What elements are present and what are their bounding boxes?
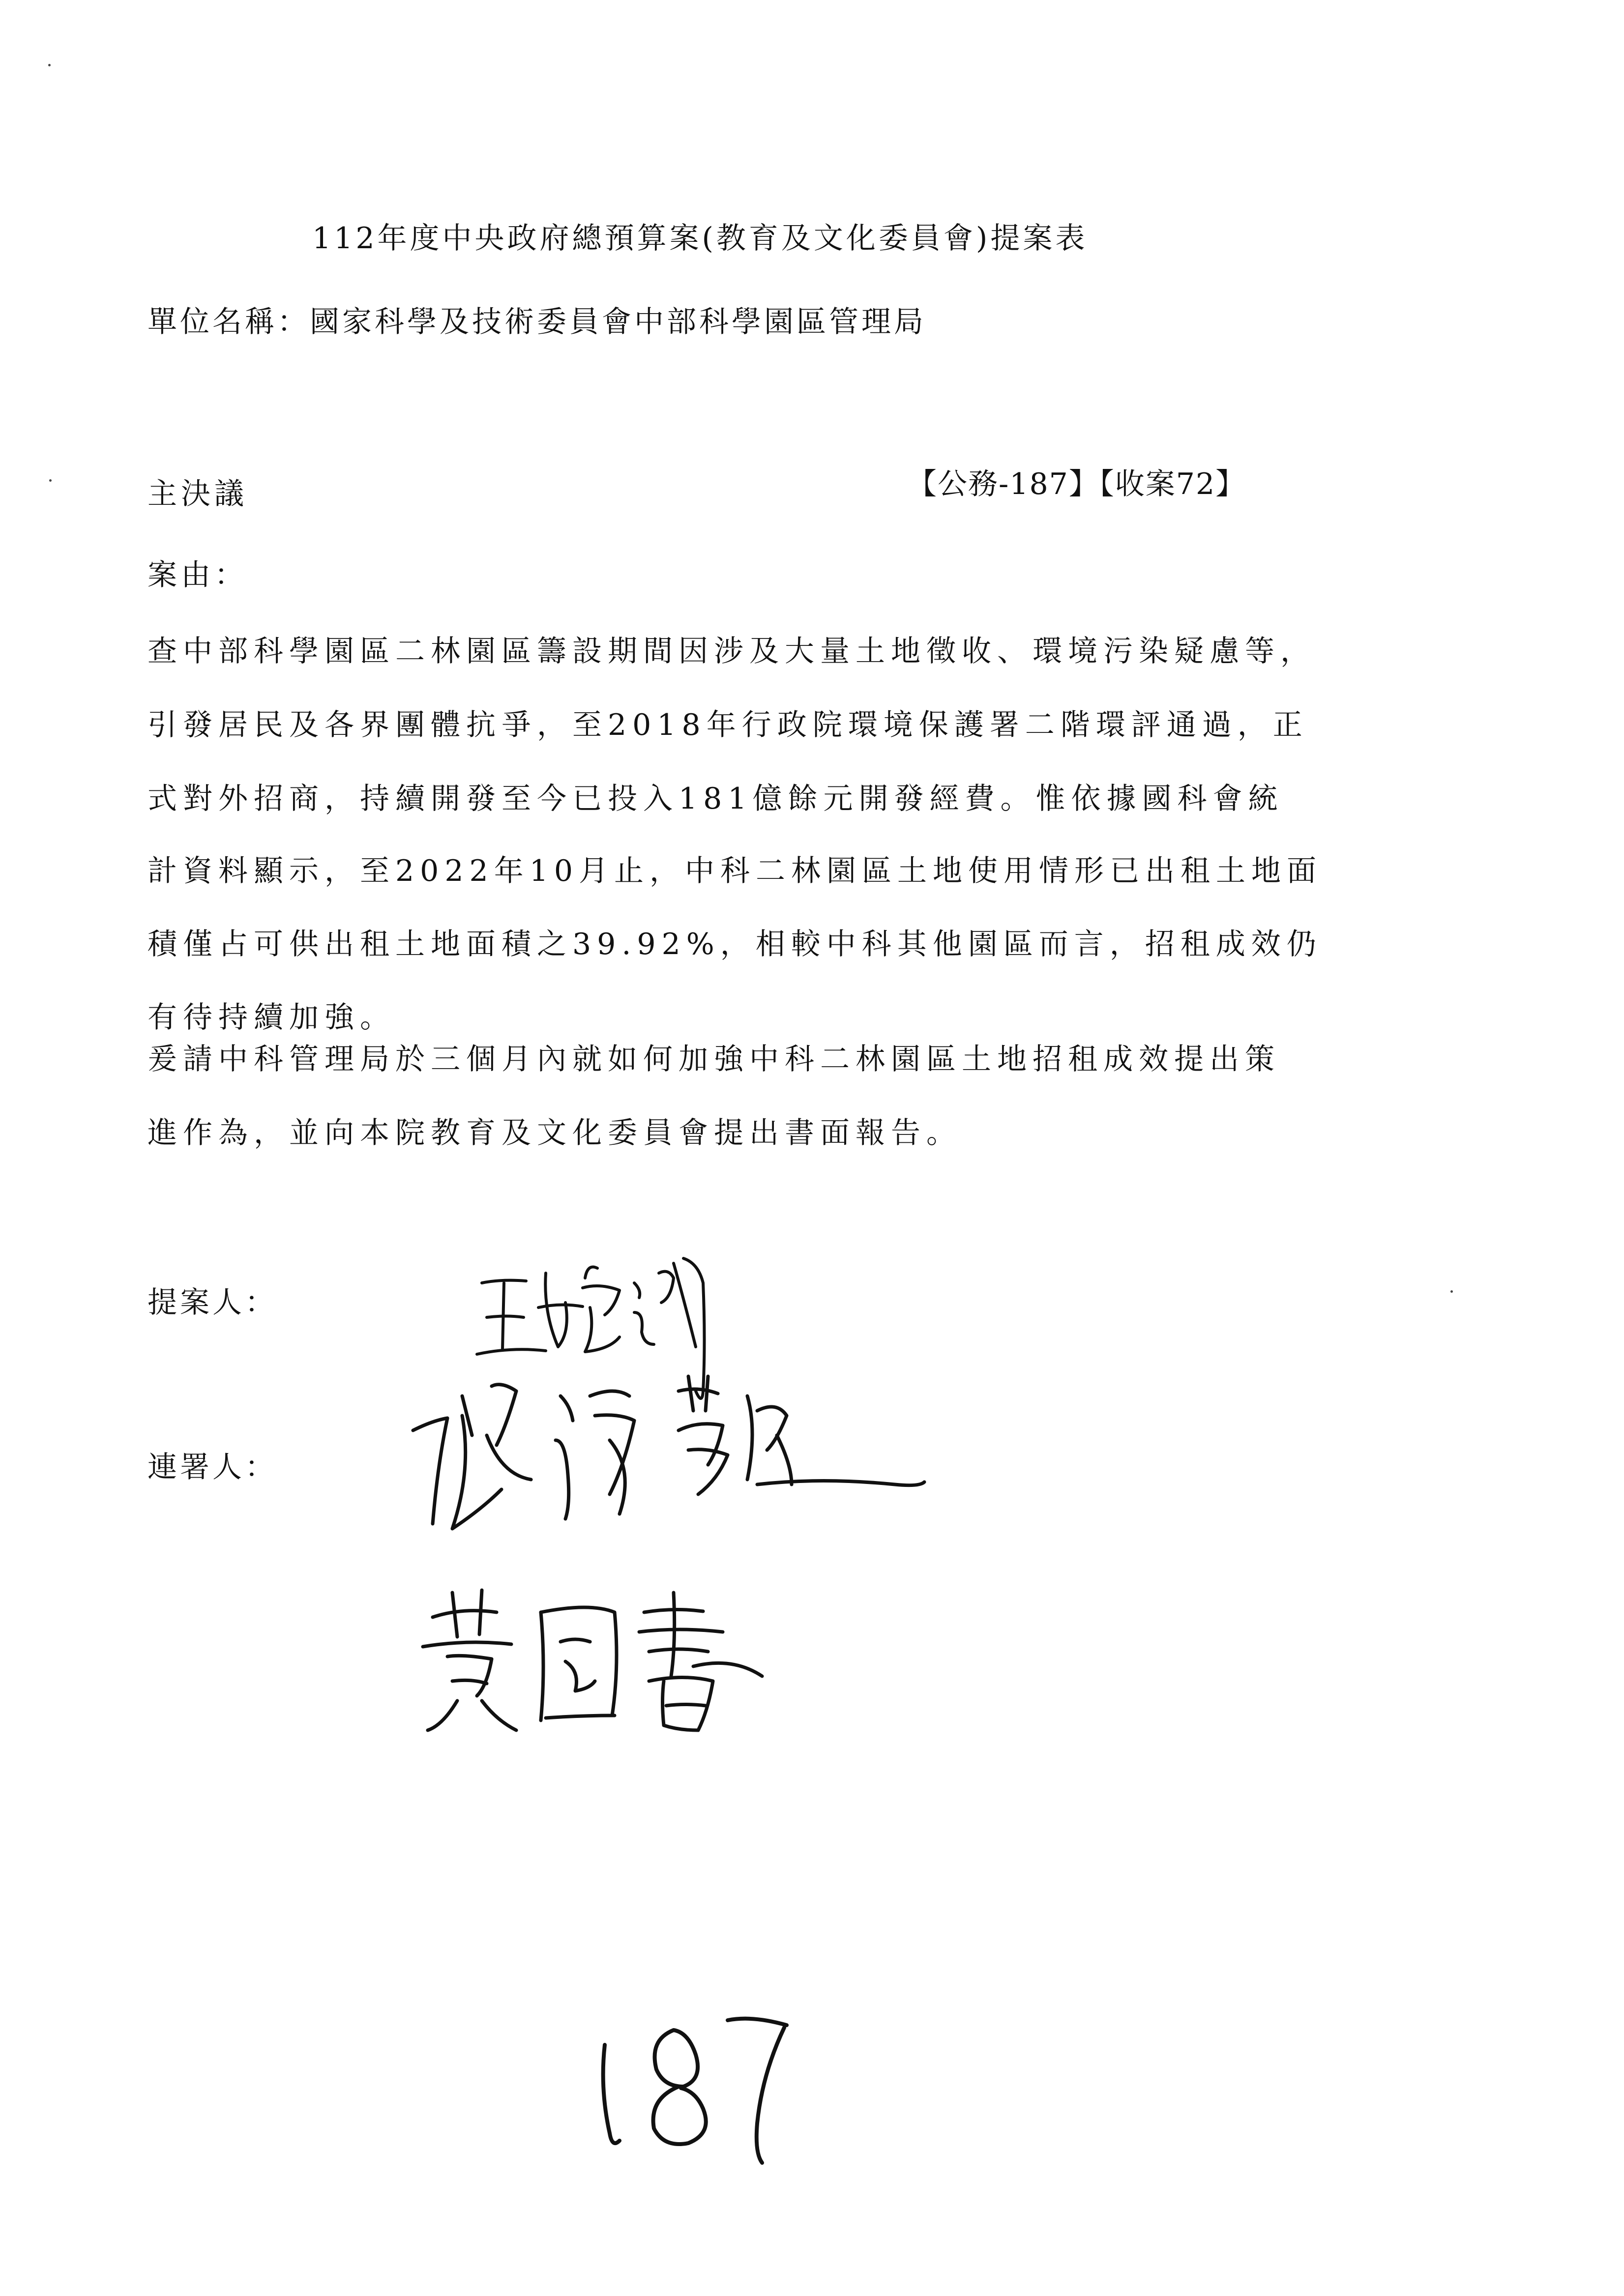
unit-name: 單位名稱：國家科學及技術委員會中部科學園區管理局 xyxy=(148,305,926,339)
scan-speck xyxy=(49,479,52,482)
paragraph-line: 爰請中科管理局於三個月內就如何加強中科二林園區土地招租成效提出策 xyxy=(148,1042,1280,1076)
document-title: 112年度中央政府總預算案(教育及文化委員會)提案表 xyxy=(312,221,1088,256)
paragraph-line: 計資料顯示，至2022年10月止，中科二林園區土地使用情形已出租土地面 xyxy=(148,854,1323,888)
paragraph-line: 式對外招商，持續開發至今已投入181億餘元開發經費。惟依據國科會統 xyxy=(148,782,1284,816)
cosigner-signature-1 xyxy=(403,1366,934,1563)
handwritten-number-187 xyxy=(590,2005,797,2168)
paragraph-line: 進作為，並向本院教育及文化委員會提出書面報告。 xyxy=(148,1116,962,1150)
cosigner-label: 連署人： xyxy=(148,1450,277,1484)
scan-speck xyxy=(48,64,51,66)
proposer-label: 提案人： xyxy=(148,1285,277,1320)
paragraph-line: 引發居民及各界團體抗爭，至2018年行政院環境保護署二階環評通過，正 xyxy=(148,708,1308,742)
reference-number: 【公務-187】【收案72】 xyxy=(907,467,1246,501)
resolution-label: 主決議 xyxy=(148,477,248,511)
paragraph-line: 積僅占可供出租土地面積之39.92%，相較中科其他園區而言，招租成效仍 xyxy=(148,927,1322,961)
paragraph-line: 有待持續加強。 xyxy=(148,1000,395,1035)
reason-label: 案由： xyxy=(148,558,248,592)
cosigner-signature-2 xyxy=(418,1583,772,1750)
scan-speck xyxy=(1450,1290,1453,1293)
paragraph-line: 查中部科學園區二林園區籌設期間因涉及大量土地徵收、環境污染疑慮等， xyxy=(148,634,1316,668)
